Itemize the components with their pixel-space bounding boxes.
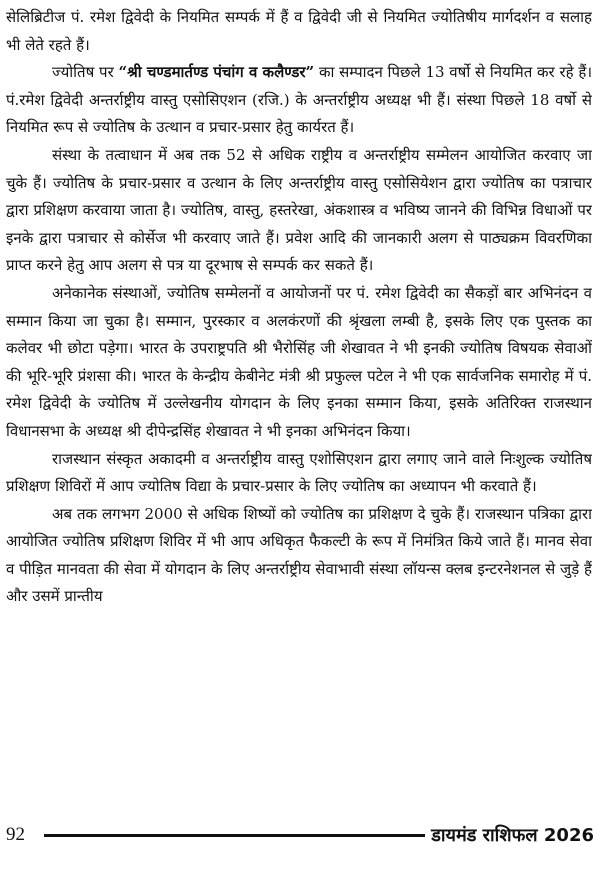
paragraph-1 bbox=[6, 4, 592, 59]
publication-title: डायमंड राशिफल 2026 bbox=[431, 825, 594, 846]
page-footer bbox=[6, 818, 594, 852]
footer-rule bbox=[44, 834, 425, 837]
paragraph-6-text: अब तक लगभग 2000 से अधिक शिष्यों को ज्योतिष का प्रशिक्षण दे चुके हैं। राजस्थान पत्रिका द्वारा आयोजित ज्योतिष प्रशिक्षण शिविर में भी आप अधिकृत फैकल्टी के रूप में निमंत्रित किये जाते हैं। मानव सेवा व पीड़ित मानवता की सेवा में योगदान के लिए अन्तर्राष्ट्रीय सेवाभावी संस्था लॉयन्स क्लब इन्टरनेशनल से जुड़े हैं और उसमें प्रान्तीय bbox=[6, 504, 592, 606]
panchang-title: “श्री चण्डमार्तण्ड पंचांग व कलैण्डर” bbox=[118, 63, 315, 82]
paragraph-2-text-end: का सम्पादन पिछले 13 वर्षो से नियमित कर रहे हैं। पं.रमेश द्विवेदी अन्तर्राष्ट्रीय वास्तु एसोसिएशन (रजि.) के अन्तर्राष्ट्रीय अध्यक्ष भी हैं। संस्था पिछले 18 वर्षो से नियमित रूप से ज्योतिष के उत्थान व प्रचार-प्रसार हेतु कार्यरत हैं। bbox=[6, 63, 592, 137]
paragraph-2-text-start: ज्योतिष पर bbox=[52, 63, 119, 82]
page-number: 92 bbox=[6, 824, 25, 845]
paragraph-6 bbox=[6, 501, 592, 611]
paragraph-2 bbox=[6, 59, 592, 142]
paragraph-4-text: अनेकानेक संस्थाओं, ज्योतिष सम्मेलनों व आयोजनों पर पं. रमेश द्विवेदी का सैकड़ों बार अभिनंदन व सम्मान किया जा चुका है। सम्मान, पुरस्कार व अलकंरणों की श्रृंखला लम्बी है, इसके लिए एक पुस्तक का कलेवर भी छोटा पड़ेगा। भारत के उपराष्ट्रपति श्री भैरोसिंह जी शेखावत ने भी इनकी ज्योतिष विषयक सेवाओं की भूरि-भूरि प्रंशसा की। भारत के केन्द्रीय केबीनेट मंत्री श्री प्रफुल्ल पटेल ने भी एक सार्वजनिक समारोह में पं. रमेश द्विवेदी के ज्योतिष में उल्लेखनीय योगदान के लिए इनका सम्मान किया, इसके अतिरिक्त राजस्थान विधानसभा के अध्यक्ष श्री दीपेन्द्रसिंह शेखावत ने भी इनका अभिनंदन किया। bbox=[6, 283, 592, 440]
document-page bbox=[6, 4, 592, 804]
paragraph-4 bbox=[6, 280, 592, 446]
paragraph-3-text: संस्था के तत्वाधान में अब तक 52 से अधिक राष्ट्रीय व अन्तर्राष्ट्रीय सम्मेलन आयोजित करवाए जा चुके हैं। ज्योतिष के प्रचार-प्रसार व उत्थान के लिए अन्तर्राष्ट्रीय वास्तु एसोसियेशन द्वारा ज्योतिष का पत्राचार द्वारा प्रशिक्षण करवाया जाता है। ज्योतिष, वास्तु, हस्तरेखा, अंकशास्त्र व भविष्य जानने की विभिन्न विधाओं पर इनके द्वारा पत्राचार से कोर्सेज भी करवाए जाते हैं। प्रवेश आदि की जानकारी अलग से पाठ्यक्रम विवरणिका प्राप्त करने हेतु आप अलग से पत्र या दूरभाष से सम्पर्क कर सकते हैं। bbox=[6, 145, 592, 275]
paragraph-3 bbox=[6, 142, 592, 280]
paragraph-5-text: राजस्थान संस्कृत अकादमी व अन्तर्राष्ट्रीय वास्तु एशोसिएशन द्वारा लगाए जाने वाले निःशुल्क ज्योतिष प्रशिक्षण शिविरों में आप ज्योतिष विद्या के प्रचार-प्रसार के लिए ज्योतिष का अध्यापन भी करवाते हैं। bbox=[6, 449, 592, 496]
paragraph-1-text: सेलिब्रिटीज पं. रमेश द्विवेदी के नियमित सम्पर्क में हैं व द्विवेदी जी से नियमित ज्योतिषीय मार्गदर्शन व सलाह भी लेते रहते हैं। bbox=[6, 8, 592, 54]
paragraph-5 bbox=[6, 446, 592, 501]
